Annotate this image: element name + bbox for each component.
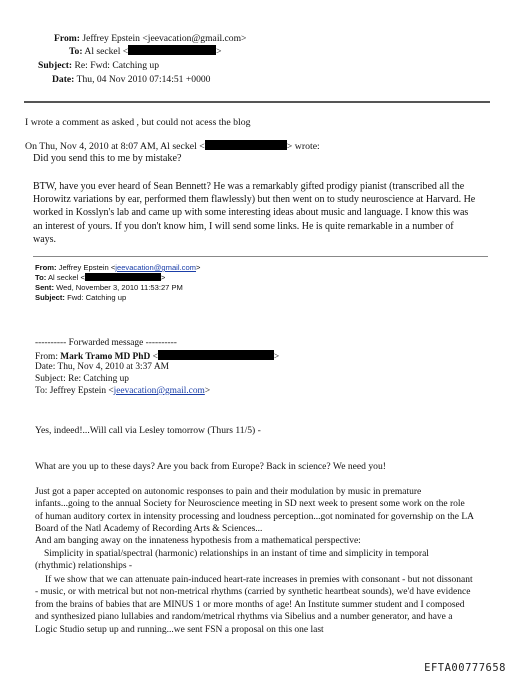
header-date-value: Thu, 04 Nov 2010 07:14:51 +0000 <box>76 74 211 85</box>
quote-intro <box>25 140 320 152</box>
fwd-to-row <box>35 386 210 396</box>
fwd-from-open: < <box>150 352 158 362</box>
q2-subject-value: Fwd: Catching up <box>67 293 127 302</box>
forwarded-divider: ---------- Forwarded message ---------- <box>35 338 177 348</box>
header-subject-row <box>38 59 159 72</box>
quote-divider <box>33 256 488 257</box>
quote-intro-start: On Thu, Nov 4, 2010 at 8:07 AM, Al seckel < <box>25 141 205 152</box>
q2-from-row <box>35 263 200 273</box>
q2-from-end: > <box>196 263 201 272</box>
fwd-from-end: > <box>273 352 280 362</box>
q2-sent-label: Sent: <box>35 283 54 292</box>
header-to-value: Al seckel < <box>84 46 129 57</box>
q2-to-row <box>35 273 165 283</box>
fwd-date: Date: Thu, Nov 4, 2010 at 3:37 AM <box>35 362 169 372</box>
redaction-box <box>85 273 161 281</box>
q2-sent-value: Wed, November 3, 2010 11:53:27 PM <box>56 283 183 292</box>
redaction-box <box>158 350 274 360</box>
header-to-end: > <box>216 46 222 57</box>
fwd-to-end: > <box>204 386 211 396</box>
q2-from-label: From: <box>35 263 57 272</box>
header-from-value: Jeffrey Epstein <jeevacation@gmail.com> <box>82 33 247 44</box>
q2-from-name: Jeffrey Epstein < <box>58 263 116 272</box>
message-p4-rest: If we show that we can attenuate pain-induced heart-rate increases in premies with consonant - but not dissonant - music, or with metrical but not non-metrical rhythms (carried by synthetic heartbeat sounds), we'd have evidence from the brains of babies that are MINUS 1 or more months of age! An Institute summer student and I composed and synthesized piano lullabies and random/metrical rhythms via Sibelius and a number generator, and have a Logic Studio setup up and running...we sent FSN a proposal on this one last <box>35 575 473 635</box>
header-divider <box>24 101 490 103</box>
fwd-from-name: Mark Tramo MD PhD <box>60 352 151 362</box>
reply-text: I wrote a comment as asked , but could not acess the blog <box>25 117 251 128</box>
message-p3: Just got a paper accepted on autonomic responses to pain and their modulation by music in premature infants...going to the annual Society for Neuroscience meeting in SD next week to present some work on the role of human auditory cortex in intensity processing and loudness perception...got nominated for governship on the LA Board of the Natl Academy of Recording Arts & Sciences... <box>35 487 474 535</box>
fwd-subject: Subject: Re: Catching up <box>35 374 129 384</box>
quote-intro-end: > wrote: <box>286 141 320 152</box>
header-from-row <box>54 32 246 45</box>
header-from-label: From: <box>54 33 80 44</box>
q2-to-end: > <box>160 273 166 282</box>
fwd-to-email-link[interactable]: jeevacation@gmail.com <box>113 386 205 396</box>
q2-to-label: To: <box>35 273 47 282</box>
header-to-row <box>69 45 222 58</box>
message-p2: What are you up to these days? Are you back from Europe? Back in science? We need you! <box>35 461 386 472</box>
fwd-to-prefix: To: Jeffrey Epstein < <box>35 386 114 396</box>
header-to-label: To: <box>69 46 83 57</box>
document-id: EFTA00777658 <box>424 662 506 674</box>
q2-sent-row <box>35 283 183 293</box>
q2-subject-row <box>35 293 126 303</box>
message-p1: Yes, indeed!...Will call via Lesley tomorrow (Thurs 11/5) - <box>35 425 261 436</box>
q2-subject-label: Subject: <box>35 293 65 302</box>
message-p4-line2: Simplicity in spatial/spectral (harmonic) relationships in an instant of time and simplicity in temporal <box>44 549 429 559</box>
header-subject-value: Re: Fwd: Catching up <box>74 60 159 71</box>
header-subject-label: Subject: <box>38 60 73 71</box>
redaction-box <box>128 45 216 55</box>
fwd-from-label: From: <box>35 352 58 362</box>
q2-to-value: Al seckel < <box>47 273 85 282</box>
header-date-row <box>52 73 210 86</box>
header-date-label: Date: <box>52 74 75 85</box>
redaction-box <box>205 140 287 150</box>
q2-from-email-link[interactable]: jeevacation@gmail.com <box>115 263 197 272</box>
message-p4-line3: (rhythmic) relationships - <box>35 561 133 571</box>
quote-question: Did you send this to me by mistake? <box>33 153 182 164</box>
fwd-from-row <box>35 350 279 362</box>
quote-paragraph: BTW, have you ever heard of Sean Bennett? He was a remarkably gifted prodigy pianist (transcribed all the Horowitz variations by ear, performed them flawlessly) but then went on to study neuroscience at Harvard. He worked in Kosslyn's lab and came up with some interesting ideas about music and language. I know this was an interest of yours. If you don't know him, I will send some links. He is quite remarkable in a number of ways. <box>33 181 476 245</box>
message-p4-line1: And am banging away on the innateness hypothesis from a mathematical perspective: <box>35 536 361 546</box>
